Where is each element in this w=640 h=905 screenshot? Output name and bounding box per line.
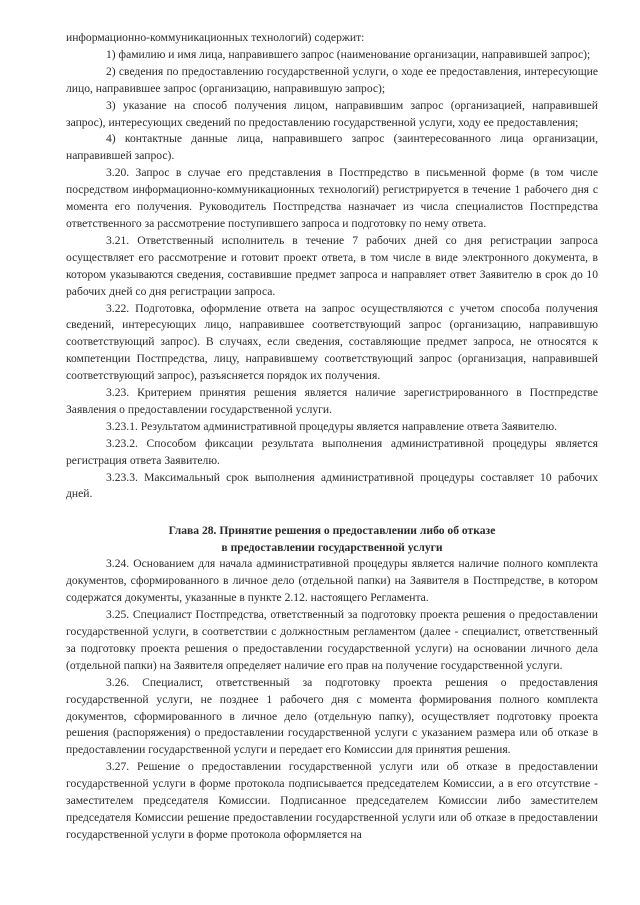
paragraph-3-23: 3.23. Критерием принятия решения является наличие зарегистрированного в Постпредстве Заявления о предоставлении государственной услуги. xyxy=(66,386,598,416)
paragraph-item-2: 2) сведения по предоставлению государственной услуги, о ходе ее предоставления, интересующие лицо, направившее запрос (организацию, направившую запрос); xyxy=(66,64,598,95)
paragraph-3-22: 3.22. Подготовка, оформление ответа на запрос осуществляются с учетом способа получения сведений, интересующих лицо, направившее соответствующий запрос (организацию, направившую соответствующий запрос). В случаях, если сведения, составляющие предмет запроса, не относятся к компетенции Постпредства, лицу, направившему соответствующий запрос (организация, направившей соответствующий запрос), разъясняется порядок их получения. xyxy=(66,301,598,383)
chapter-heading-line-2: в предоставлении государственной услуги xyxy=(221,540,443,554)
paragraph-3-23-3: 3.23.3. Максимальный срок выполнения административной процедуры составляет 10 рабочих дней. xyxy=(66,470,598,501)
paragraph-3-25: 3.25. Специалист Постпредства, ответственный за подготовку проекта решения о предоставлении государственной услуги, в соответствии с должностным регламентом (далее - специалист, ответственный за подготовку проекта решения о предоставлении государственной услуги) на основании личного дела (отдельной папки) на Заявителя определяет наличие его прав на получение государственной услуги. xyxy=(66,608,598,672)
paragraph-item-4: 4) контактные данные лица, направившего запрос (заинтересованного лица организации, направившей запрос). xyxy=(66,132,598,163)
paragraph-3-23-2: 3.23.2. Способом фиксации результата выполнения административной процедуры является регистрация ответа Заявителю. xyxy=(66,436,598,467)
paragraph-3-23-1: 3.23.1. Результатом административной процедуры является направление ответа Заявителю. xyxy=(106,419,558,433)
paragraph-3-20: 3.20. Запрос в случае его представления в Постпредство в письменной форме (в том числе посредством информационно-коммуникационных технологий) регистрируется в течение 1 рабочего дня с момента его получения. Руководитель Постпредства назначает из числа специалистов Постпредства ответственного за рассмотрение поступившего запроса и подготовку по нему ответа. xyxy=(66,166,598,230)
paragraph-3-27: 3.27. Решение о предоставлении государственной услуги или об отказе в предоставлении государственной услуги в форме протокола подписывается председателем Комиссии, а в его отсутствие - заместителем председателя Комиссии. Подписанное председателем Комиссии либо заместителем председателя Комиссии решение предоставлении государственной услуги или об отказе в предоставлении государственной услуги в форме протокола оформляется на xyxy=(66,760,598,841)
paragraph-3-26: 3.26. Специалист, ответственный за подготовку проекта решения о предоставления государственной услуги, не позднее 1 рабочего дня с момента формирования полного комплекта документов, сформированного в личное дело (отдельную папку), осуществляет подготовку проекта решения (распоряжения) о предоставлении государственной услуги с указанием размера или об отказе в предоставлении государственной услуги и передает его Комиссии для принятия решения. xyxy=(66,675,598,757)
paragraph-item-3: 3) указание на способ получения лицом, направившим запрос (организацией, направившей запрос), интересующих сведений по предоставлению государственной услуги, ходу ее предоставления; xyxy=(66,98,598,129)
intro-line: информационно-коммуникационных технологий) содержит: xyxy=(66,31,365,44)
paragraph-3-24: 3.24. Основанием для начала административной процедуры является наличие полного комплекта документов, сформированного в личное дело (отдельной папки) на Заявителя в Постпредстве, в котором содержатся документы, указанные в пункте 2.12. настоящего Регламента. xyxy=(66,557,598,605)
paragraph-item-1: 1) фамилию и имя лица, направившего запрос (наименование организации, направившей запрос); xyxy=(106,47,591,61)
chapter-heading-line-1: Глава 28. Принятие решения о предоставлении либо об отказе xyxy=(168,524,496,538)
paragraph-3-21: 3.21. Ответственный исполнитель в течение 7 рабочих дней со дня регистрации запроса осуществляет его рассмотрение и готовит проект ответа, в том числе в виде электронного документа, в котором указываются сведения, составившие предмет запроса и направляет ответ Заявителю в срок до 10 рабочих дней со дня регистрации запроса. xyxy=(66,233,598,298)
chapter-heading xyxy=(66,523,598,556)
